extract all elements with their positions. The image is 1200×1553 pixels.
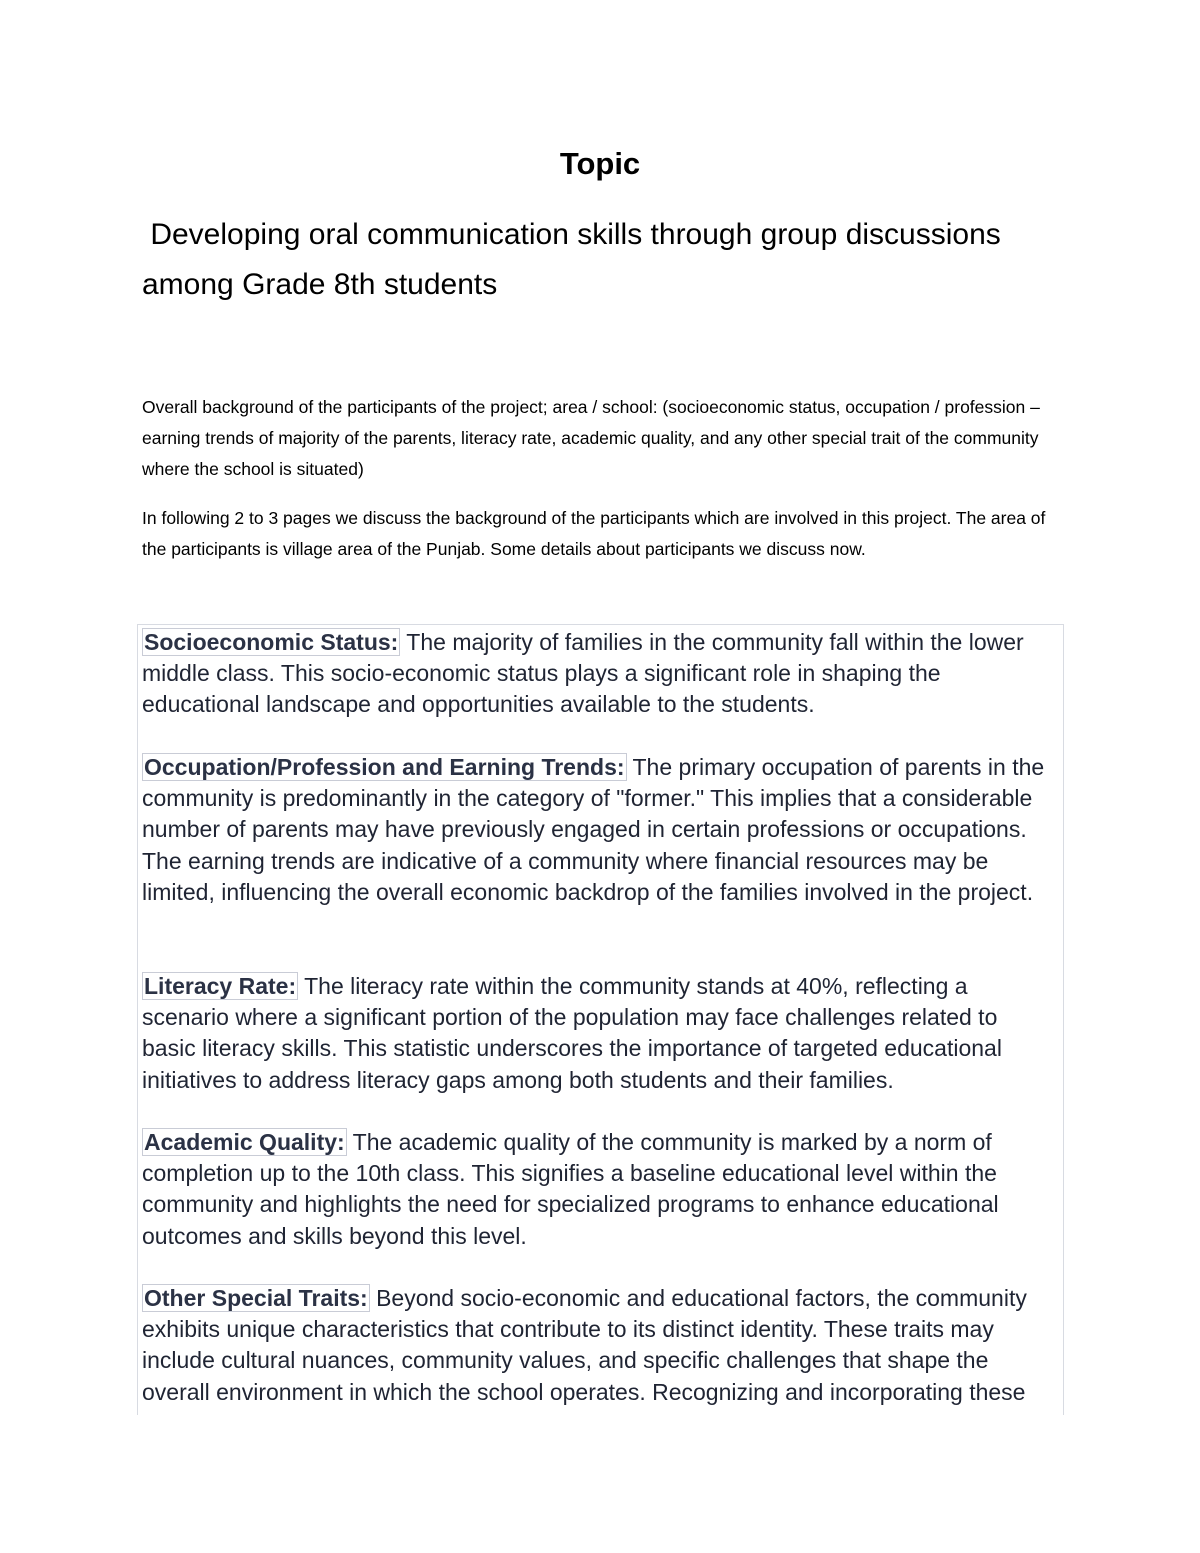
section-text: Beyond socio-economic and educational factors, the community exhibits unique characteristics that contribute to its distinct identity. These traits may include cultural nuances, community values, and specific challenges that shape the overall environment in which the school operates. Recognizing and incorporating these: [142, 1285, 1027, 1405]
section-academic-quality: [142, 1127, 1057, 1252]
section-text: The primary occupation of parents in the community is predominantly in the category of "former." This implies that a considerable number of parents may have previously engaged in certain professions or occupations. The earning trends are indicative of a community where financial resources may be limited, influencing the overall economic backdrop of the families involved in the project.: [142, 754, 1045, 905]
topic-line-2: among Grade 8th students: [142, 268, 498, 301]
section-label: Occupation/Profession and Earning Trends:: [144, 754, 625, 780]
topic-line-1: Developing oral communication skills through group discussions: [142, 218, 1001, 251]
section-label: Other Special Traits:: [144, 1285, 368, 1311]
intro-paragraph-participants: In following 2 to 3 pages we discuss the background of the participants which are involved in this project. The area of the participants is village area of the Punjab. Some details about participants we discuss now.: [142, 508, 1046, 559]
section-socioeconomic-status: [142, 627, 1057, 721]
section-occupation-profession: [142, 752, 1057, 908]
topic-heading: [142, 210, 1062, 310]
section-text: The academic quality of the community is marked by a norm of completion up to the 10th class. This signifies a baseline educational level within the community and highlights the need for specialized programs to enhance educational outcomes and skills beyond this level.: [142, 1129, 999, 1249]
section-other-special-traits: [142, 1283, 1057, 1408]
section-label: Academic Quality:: [144, 1129, 345, 1155]
section-label: Literacy Rate:: [144, 973, 297, 999]
participant-details-box: [137, 624, 1064, 1415]
section-text: The majority of families in the community fall within the lower middle class. This socio-economic status plays a significant role in shaping the educational landscape and opportunities available to the students.: [142, 629, 1024, 718]
section-literacy-rate: [142, 971, 1057, 1096]
document-title: Topic: [559, 146, 641, 181]
section-text: The literacy rate within the community stands at 40%, reflecting a scenario where a significant portion of the population may face challenges related to basic literacy skills. This statistic underscores the importance of targeted educational initiatives to address literacy gaps among both students and their families.: [142, 973, 1002, 1093]
intro-paragraph-background: Overall background of the participants of the project; area / school: (socioeconomic status, occupation / profession – earning trends of majority of the parents, literacy rate, academic quality, and any other special trait of the community where the school is situated): [142, 397, 1040, 479]
section-label: Socioeconomic Status:: [144, 629, 399, 655]
